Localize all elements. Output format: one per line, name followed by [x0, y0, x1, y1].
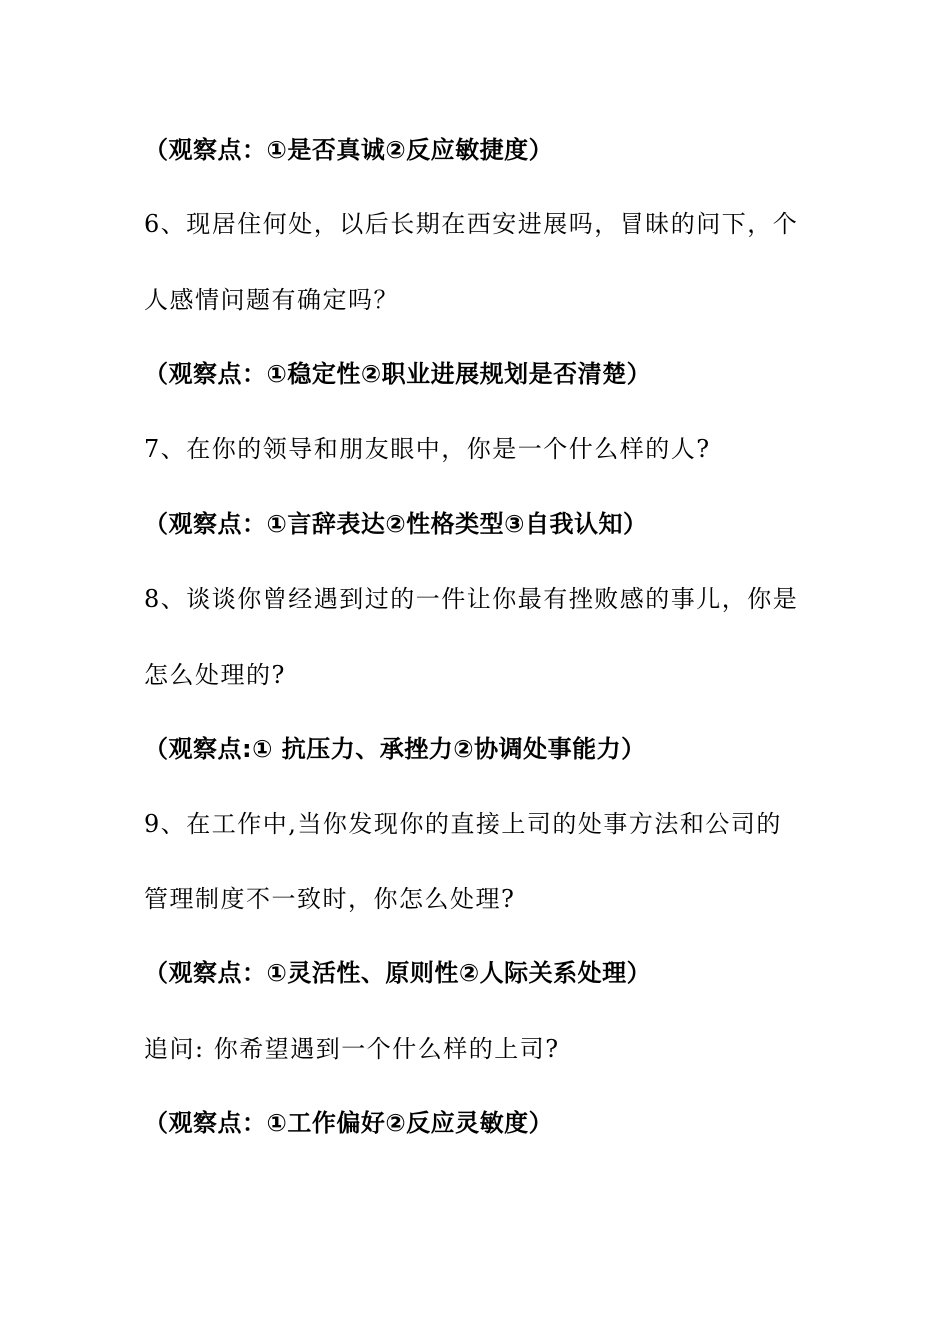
question-line: 8、谈谈你曾经遇到过的一件让你最有挫败感的事儿，你是	[144, 585, 799, 613]
question-line: 7、在你的领导和朋友眼中，你是一个什么样的人?	[144, 435, 711, 463]
observation-line: （观察点:① 抗压力、承挫力②协调处事能力）	[144, 735, 646, 763]
observation-line: （观察点：①是否真诚②反应敏捷度）	[144, 136, 554, 164]
observation-line: （观察点：①工作偏好②反应灵敏度）	[144, 1109, 554, 1137]
question-line: 6、现居住何处，以后长期在西安进展吗，冒昧的问下，个	[144, 210, 799, 238]
question-line: 追问: 你希望遇到一个什么样的上司?	[144, 1035, 560, 1063]
question-line: 管理制度不一致时，你怎么处理?	[144, 885, 516, 913]
question-line: 人感情问题有确定吗？	[144, 286, 399, 314]
observation-line: （观察点：①言辞表达②性格类型③自我认知）	[144, 510, 648, 538]
observation-line: （观察点：①稳定性②职业进展规划是否清楚）	[144, 360, 652, 388]
question-line: 怎么处理的?	[144, 661, 286, 689]
observation-line: （观察点：①灵活性、原则性②人际关系处理）	[144, 959, 652, 987]
question-line: 9、在工作中,当你发现你的直接上司的处事方法和公司的	[144, 810, 782, 838]
